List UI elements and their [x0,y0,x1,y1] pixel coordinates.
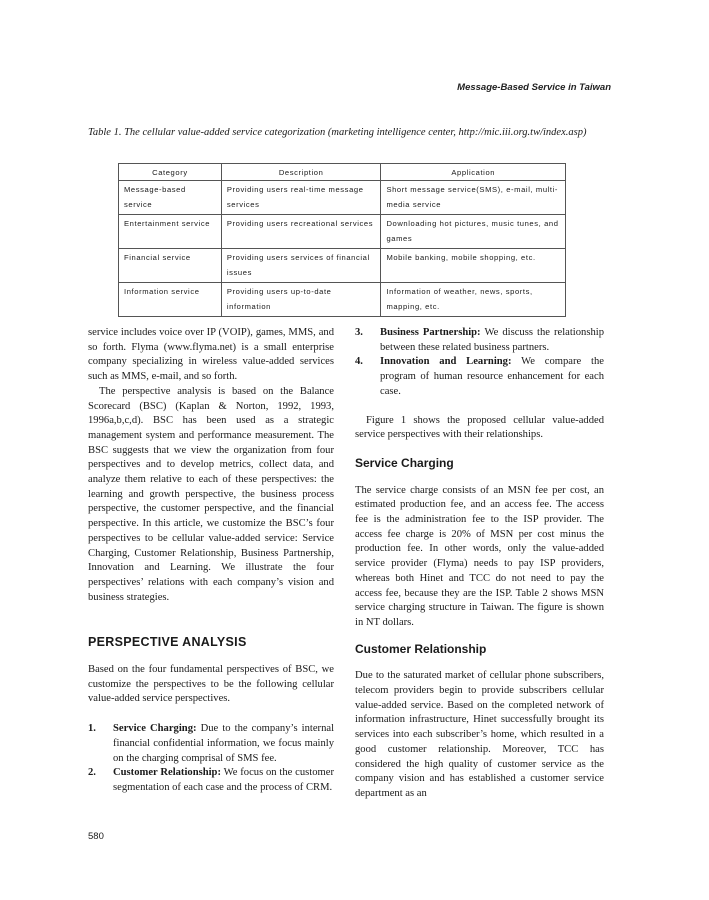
list-item [355,326,604,355]
running-head: Message-Based Service in Taiwan [457,82,611,93]
list-number: 1. [88,723,96,735]
list-title: Innovation and Learning: [380,356,512,368]
categorization-table [118,163,566,317]
paragraph: Based on the four fundamental perspectives of BSC, we customize the perspectives to be the following cellular value-added service perspectives. [88,664,334,705]
list-body [113,766,334,795]
table-cell: Providing users real-time message services [221,181,381,215]
list-item [88,722,334,766]
table-cell: Information service [119,283,222,317]
list-text: We focus on the customer segmentation of each case and the process of CRM. [113,767,334,793]
table-cell: Providing users recreational services [221,215,381,249]
list-title: Business Partnership: [380,327,481,338]
table-cell: Providing users up-to-date information [221,283,381,317]
paragraph: Due to the saturated market of cellular phone subscribers, telecom providers begin to provide subscribers cellular value-added service. Based on the completed network of information infrastructure, Hinet successfully brought its services into each subscriber’s home, which resulted in a good customer relationship. Moreover, TCC has considered the high quality of customer service as the company vision and has established a customer service department as an [355,670,604,799]
right-column [355,326,604,802]
table-cell: Message-based service [119,181,222,215]
list-item [88,766,334,795]
table-cell: Entertainment service [119,215,222,249]
list-item [355,355,604,399]
list-body [113,722,334,766]
section-heading-perspective-analysis: PERSPECTIVE ANALYSIS [88,635,247,650]
table-cell: Financial service [119,249,222,283]
table-row [119,215,566,249]
page-number: 580 [88,831,104,842]
subsection-heading-customer-relationship: Customer Relationship [355,641,487,656]
list-title: Customer Relationship: [113,767,221,779]
table-row [119,249,566,283]
left-column [88,326,334,796]
list-body [380,326,604,355]
paragraph: Figure 1 shows the proposed cellular value-added service perspectives with their relationships. [355,414,604,441]
paragraph: The perspective analysis is based on the Balance Scorecard (BSC) (Kaplan & Norton, 1992, 1993, 1996a,b,c,d). BSC has been used as a strategic management system and performance measurement. The BSC suggests that we view the organization from four perspectives and to develop metrics, collect data, and analyze them relative to each of these perspectives: the learning and growth perspective, the business process perspective, the customer perspective, and the financial perspective. In this article, we customize the BSC’s four perspectives to be cellular value-added service: Service Charging, Customer Relationship, Business Partnership, Innovation and Learning. We illustrate the four perspectives’ relations with each company’s vision and business strategies. [88,385,334,603]
list-number: 2. [88,767,96,779]
list-text: Due to the company’s internal financial confidential information, we focus mainly on the charging comprisal of SMS fee. [113,723,335,764]
table-header-application: Application [381,164,566,181]
list-number: 4. [355,356,363,368]
table-row [119,283,566,317]
list-text: We discuss the relationship between these related business partners. [380,327,604,353]
paragraph: The service charge consists of an MSN fee per cost, an estimated production fee, and an access fee. The access fee is the administration fee to the ISP provider. The access fee charge is 20% of MSN per cost minus the production fee. In other words, only the value-added service provider (Flyma) needs to pay ISP providers, whereas both Hinet and TCC do not need to pay the access fee, because they are the ISP. Table 2 shows MSN service charging structure in Taiwan. The figure is shown in NT dollars. [355,484,604,628]
paragraph: service includes voice over IP (VOIP), games, MMS, and so forth. Flyma (www.flyma.net) is a small enterprise company specializing in wireless value-added services such as MMS, e-mail, and so forth. [88,327,334,383]
list-title: Service Charging: [113,723,197,735]
table-cell: Providing users services of financial issues [221,249,381,283]
table-header-category: Category [119,164,222,181]
table-cell: Downloading hot pictures, music tunes, and games [381,215,566,249]
table-cell: Short message service(SMS), e-mail, multi-media service [381,181,566,215]
table-header-description: Description [221,164,381,181]
list-number: 3. [355,327,363,338]
table-caption: Table 1. The cellular value-added service categorization (marketing intelligence center, http://mic.iii.org.tw/index.asp) [88,127,587,138]
list-body [380,355,604,399]
table-row [119,181,566,215]
table-cell: Information of weather, news, sports, mapping, etc. [381,283,566,317]
subsection-heading-service-charging: Service Charging [355,455,454,470]
table-cell: Mobile banking, mobile shopping, etc. [381,249,566,283]
list-text: We compare the program of human resource enhancement for each case. [380,356,604,397]
